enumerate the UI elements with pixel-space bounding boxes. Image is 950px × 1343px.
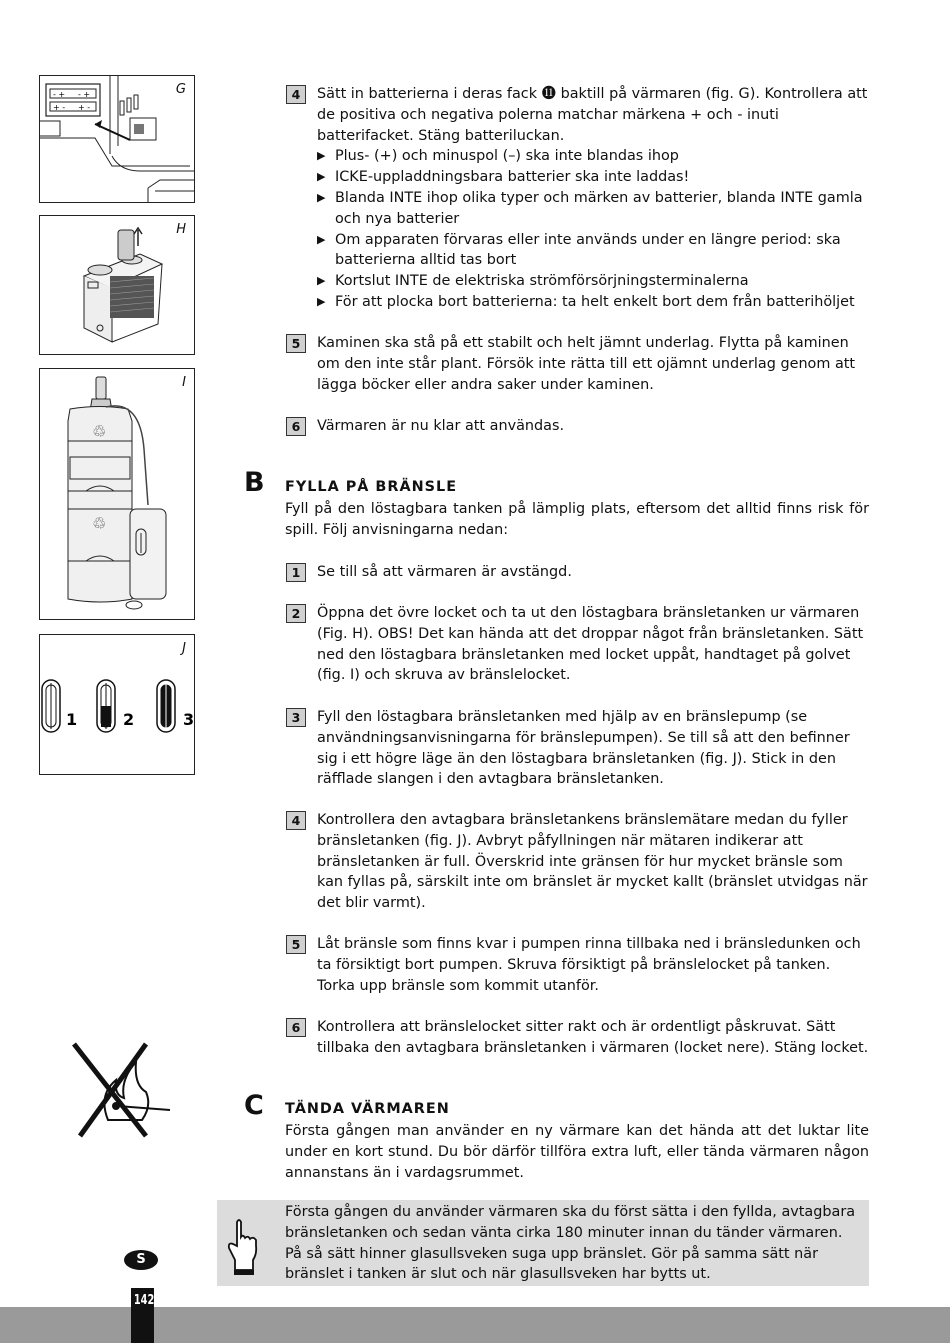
step-fuel-5 [286,934,869,996]
section-b-title: FYLLA PÅ BRÄNSLE [285,479,458,495]
fuel-tank-pump-illustration [40,369,194,619]
step-text: Sätt in batterierna i deras fack ⓫ baktill på värmaren (fig. G). Kontrollera att de positiva och negativa polerna matchar märkena + och - inuti batterifacket. Stäng batteriluckan. [317,86,868,144]
step-number: 2 [286,604,306,623]
svg-text:♲: ♲ [92,514,107,533]
page-number-box [131,1288,154,1343]
figure-j [39,634,195,775]
step-text: Fyll den löstagbara bränsletanken med hjälp av en bränslepump (se användningsanvisningarna för bränslepumpen). Se till så att den befinner sig i ett högre läge än den löstagbara bränsletanken (fig. J). Stick in den räfflade slangen i den avtagbara bränsletanken. [317,709,850,788]
figure-g-label: G [175,82,186,97]
figure-h [39,215,195,355]
step-fuel-4 [286,810,869,914]
figure-h-label: H [176,222,186,237]
step-fuel-2 [286,603,869,686]
section-b-intro: Fyll på den löstagbara tanken på lämplig plats, eftersom det alltid finns risk för spill. Följ anvisningarna nedan: [285,501,869,538]
bullet-item: ▶ För att plocka bort batterierna: ta helt enkelt bort dem från batterihöljet [317,292,869,313]
step-fuel-1 [286,562,869,583]
svg-text:+ -: + - [53,103,66,112]
step-number: 4 [286,811,306,830]
svg-text:- +: - + [78,90,91,99]
bullet-item: ▶ Kortslut INTE de elektriska strömförsörjningsterminalerna [317,271,869,292]
step-text: Öppna det övre locket och ta ut den löstagbara bränsletanken ur värmaren (Fig. H). OBS! Det kan hända att det droppar något från bränsletanken. Sätt ned den löstagbara bränsletanken med locket uppåt, handtaget på golvet (fig. I) och skruva av bränslelocket. [317,605,864,684]
step-text: Kaminen ska stå på ett stabilt och helt jämnt underlag. Flytta på kaminen om den inte står plant. Försök inte rätta till ett ojämnt underlag genom att lägga böcker eller andra saker under kaminen. [317,335,856,393]
heater-tank-removal-illustration [40,216,194,354]
step-text: Se till så att värmaren är avstängd. [317,564,572,580]
battery-compartment-illustration [40,76,194,202]
step-number: 1 [286,563,306,582]
language-badge: S [124,1250,158,1270]
svg-text:+ -: + - [78,103,91,112]
step-ready [286,416,869,437]
section-c-title: TÄNDA VÄRMAREN [285,1101,450,1117]
step-fuel-6 [286,1017,869,1059]
step-stable-surface [286,333,869,395]
bullet-item: ▶ Blanda INTE ihop olika typer och märken av batterier, blanda INTE gamla och nya batterier [317,188,869,230]
step-number: 5 [286,334,306,353]
note-text: Första gången du använder värmaren ska du först sätta i den fyllda, avtagbara bränsletanken och sedan vänta cirka 180 minuter innan du tänder värmaren. På så sätt hinner glasullsveken suga upp bränslet. Gör på samma sätt när bränslet i tanken är slut och när glasullsveken har bytts ut. [285,1204,856,1283]
gauge-number-3: 3 [183,710,194,729]
no-open-flame-icon [68,1040,178,1140]
section-c-letter: C [244,1090,264,1121]
important-note-box [217,1200,869,1286]
fuel-gauge-levels-illustration [40,635,194,774]
figure-i [39,368,195,620]
gauge-empty [42,680,60,732]
step-number: 4 [286,85,306,104]
battery-bullet-list [286,146,869,312]
step-text: Värmaren är nu klar att användas. [317,418,565,434]
step-number: 6 [286,1018,306,1037]
svg-text:♲: ♲ [92,422,107,441]
bullet-item: ▶ Plus- (+) och minuspol (–) ska inte blandas ihop [317,146,869,167]
bullet-item: ▶ Om apparaten förvaras eller inte används under en längre period: ska batterierna alltid tas bort [317,230,869,272]
step-number: 3 [286,708,306,727]
figure-i-label: I [182,375,186,390]
page-number: 142 [133,1293,155,1308]
gauge-full [157,680,175,732]
figure-j-label: J [182,641,186,656]
gauge-number-2: 2 [123,710,135,729]
step-text: Kontrollera den avtagbara bränsletankens bränslemätare medan du fyller bränsletanken (fig. J). Avbryt påfyllningen när mätaren indikerar att bränsletanken är full. Överskrid inte gränsen för hur mycket bränsle som kan fyllas på, särskilt inte om bränslet är mycket kallt (bränslet utvidgas när det blir varmt). [317,812,868,912]
step-battery [286,84,869,313]
section-c-intro: Första gången man använder en ny värmare kan det hända att det luktar lite under en kort stund. Du bör därför tillföra extra luft, eller tända värmaren någon annanstans än i vardagsrummet. [285,1123,869,1181]
gauge-number-1: 1 [66,710,78,729]
figure-g [39,75,195,203]
step-number: 6 [286,417,306,436]
step-text: Låt bränsle som finns kvar i pumpen rinna tillbaka ned i bränsledunken och ta försiktigt bort pumpen. Skruva försiktigt på bränslelocket på tanken. Torka upp bränsle som kommit utanför. [317,936,861,994]
step-text: Kontrollera att bränslelocket sitter rakt och är ordentligt påskruvat. Sätt tillbaka den avtagbara bränsletanken i värmaren (locket nere). Stäng locket. [317,1019,869,1056]
svg-text:- +: - + [53,90,66,99]
step-fuel-3 [286,707,869,790]
bullet-item: ▶ ICKE-uppladdningsbara batterier ska inte laddas! [317,167,869,188]
step-number: 5 [286,935,306,954]
gauge-half [97,680,115,732]
section-b-letter: B [244,467,265,498]
pointing-hand-icon [223,1216,263,1276]
